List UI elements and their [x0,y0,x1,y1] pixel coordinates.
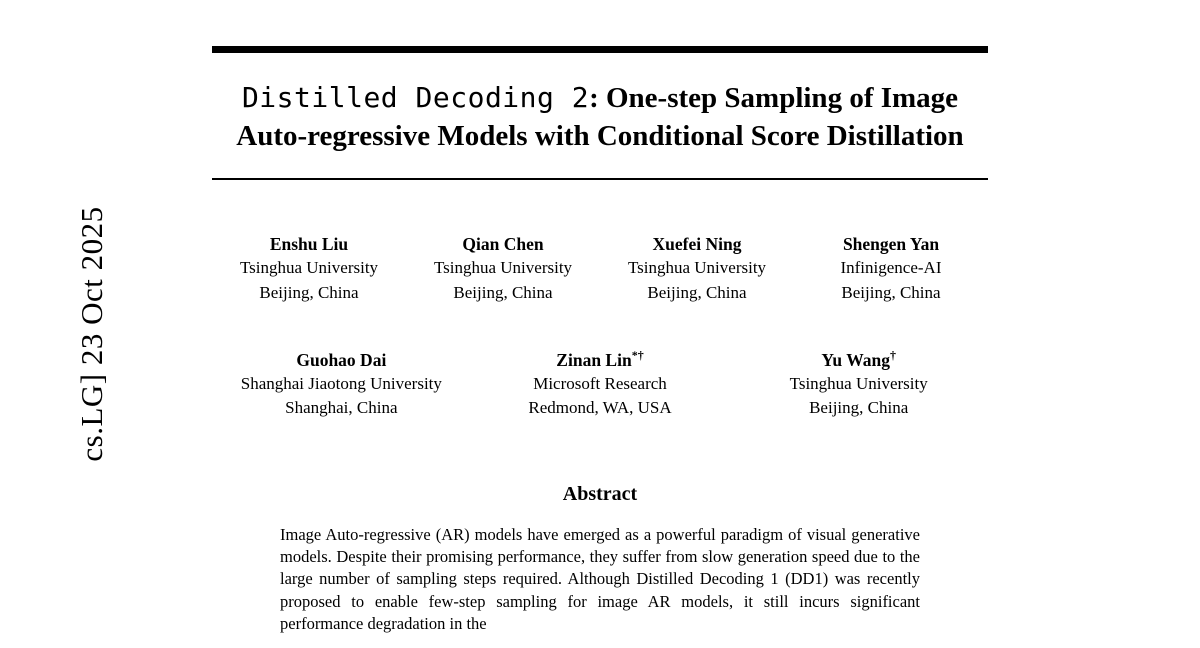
author-name: Xuefei Ning [652,233,742,254]
author-location: Beijing, China [259,282,359,302]
author-location: Shanghai, China [285,398,398,418]
author-location: Beijing, China [453,282,553,302]
author-block [212,347,471,421]
abstract-body [280,524,920,636]
title-rest-part: : One-step Sampling of Image Auto-regressive Models with Conditional Score Distillation [236,82,964,153]
author-block [406,232,600,305]
author-affiliation: Tsinghua University [627,258,767,278]
author-name-text: Yu Wang [821,349,890,370]
author-name [220,347,463,373]
author-location: Beijing, China [841,282,941,302]
author-location: Beijing, China [647,282,747,302]
author-name [479,347,722,373]
author-block [212,232,406,305]
author-block [794,232,988,305]
author-location: Redmond, WA, USA [528,398,672,418]
author-block [600,232,794,305]
authors-row-2 [212,347,988,421]
authors-row-1 [212,232,988,305]
paper-page [212,0,988,648]
author-affiliation: Tsinghua University [239,258,379,278]
author-affiliation: Shanghai Jiaotong University [240,374,442,394]
author-affiliation: Infinigence-AI [840,258,942,278]
title-bottom-rule [212,178,988,180]
author-marks: *† [631,347,644,362]
author-name [737,347,980,373]
author-name-text: Guohao Dai [296,349,387,370]
author-location: Beijing, China [809,398,909,418]
author-name: Shengen Yan [842,233,940,254]
author-name: Qian Chen [462,233,544,254]
author-affiliation: Tsinghua University [789,374,928,394]
author-affiliation: Microsoft Research [533,374,667,394]
author-name: Enshu Liu [269,233,349,254]
author-block [729,347,988,421]
author-name-text: Zinan Lin [556,349,632,370]
author-block [471,347,730,421]
title-mono-part: Distilled Decoding 2 [241,81,590,114]
page-title [212,79,988,156]
author-marks: † [889,347,896,362]
abstract-heading: Abstract [562,482,638,505]
arxiv-vertical-stamp: cs.LG] 23 Oct 2025 [74,206,109,462]
top-rule [212,46,988,53]
author-affiliation: Tsinghua University [433,258,573,278]
abstract-paragraph: Image Auto-regressive (AR) models have emerged as a powerful paradigm of visual generative models. Despite their promising performance, they suffer from slow generation speed due to the large number of sampling steps required. Although Distilled Decoding 1 (DD1) was recently proposed to enable few-step sampling for image AR models, it still incurs significant performance degradation in the [280,524,920,634]
